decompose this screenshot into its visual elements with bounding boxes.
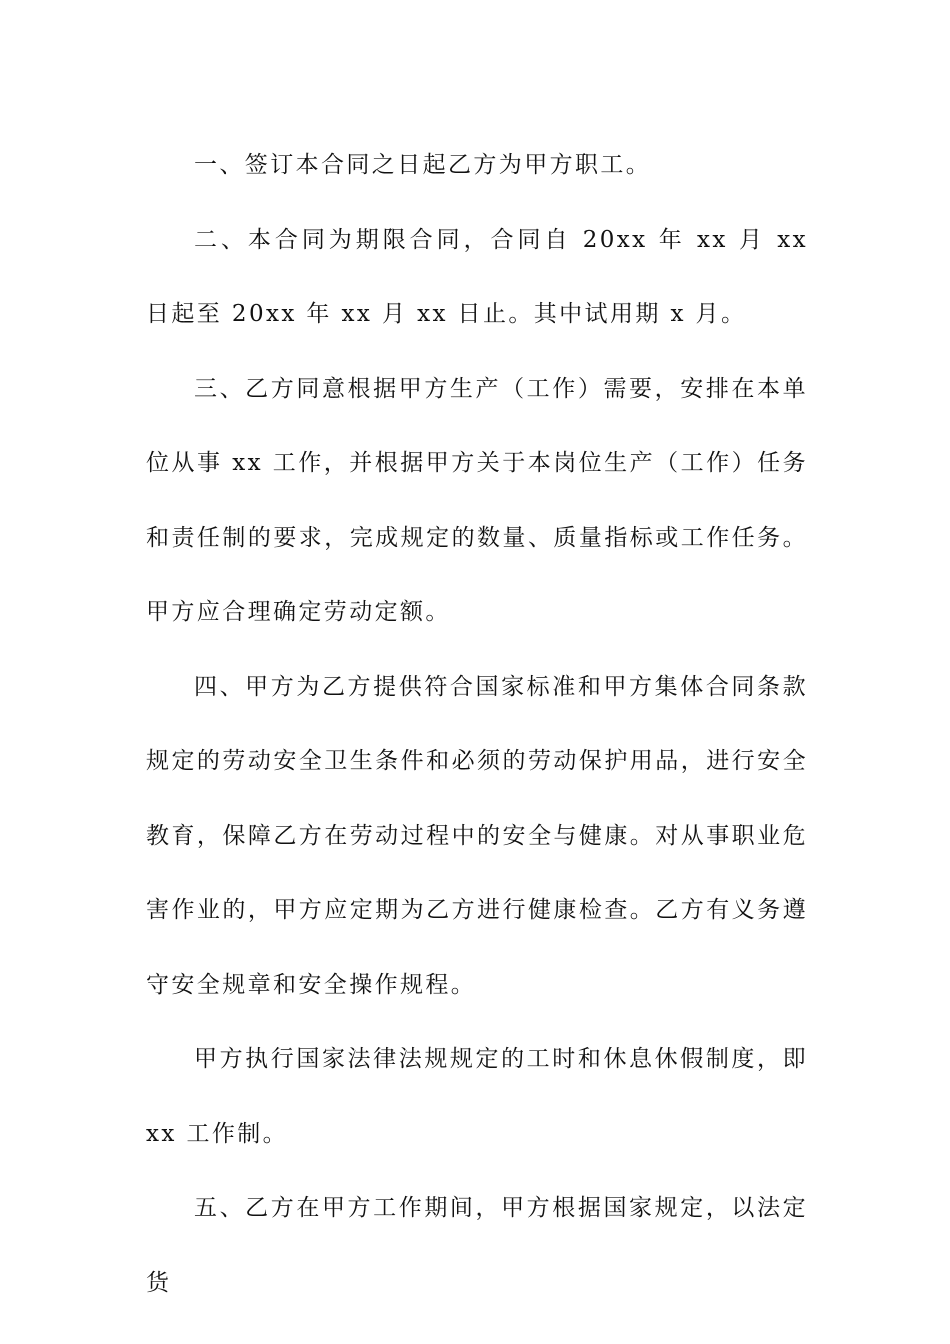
paragraph-clause-2: 二、本合同为期限合同，合同自 20xx 年 xx 月 xx 日起至 20xx 年 xx 月 xx 日止。其中试用期 x 月。	[146, 226, 808, 327]
paragraph-clause-4: 四、甲方为乙方提供符合国家标准和甲方集体合同条款规定的劳动安全卫生条件和必须的劳动保护用品，进行安全教育，保障乙方在劳动过程中的安全与健康。对从事职业危害作业的，甲方应定期为乙方进行健康检查。乙方有义务遵守安全规章和安全操作规程。	[146, 673, 808, 998]
paragraph-clause-3: 三、乙方同意根据甲方生产（工作）需要，安排在本单位从事 xx 工作，并根据甲方关于本岗位生产（工作）任务和责任制的要求，完成规定的数量、质量指标或工作任务。甲方应合理确定劳动定额。	[146, 375, 808, 625]
paragraph-clause-1: 一、签订本合同之日起乙方为甲方职工。	[194, 152, 652, 178]
paragraph-clause-5: 五、乙方在甲方工作期间，甲方根据国家规定，以法定货	[146, 1195, 808, 1296]
paragraph-working-hours: 甲方执行国家法律法规规定的工时和休息休假制度，即 xx 工作制。	[146, 1046, 808, 1147]
contract-body	[146, 128, 808, 1320]
